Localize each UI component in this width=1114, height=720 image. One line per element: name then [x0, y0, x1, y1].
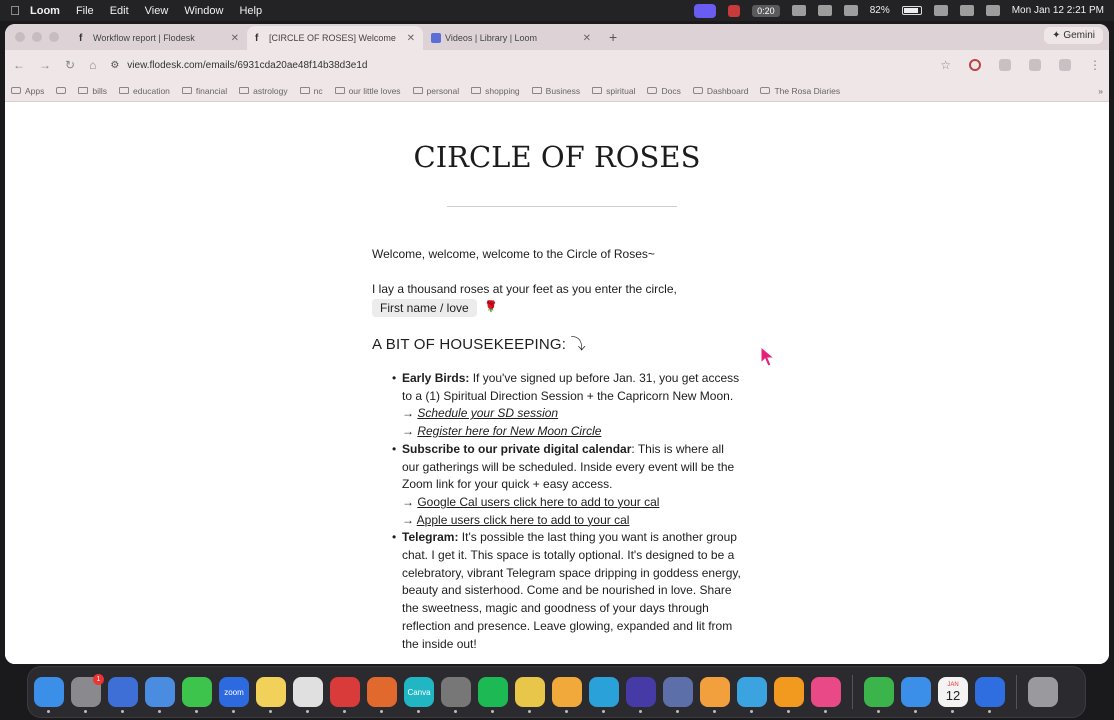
- bookmark-item[interactable]: [647, 86, 680, 96]
- dock-separator: [852, 675, 853, 709]
- google-cal-link[interactable]: Google Cal users click here to add to your cal: [417, 494, 660, 509]
- bookmark-item[interactable]: [56, 87, 66, 94]
- finder-icon[interactable]: [34, 677, 64, 707]
- wifi-icon[interactable]: [934, 5, 948, 16]
- bookmark-label: nc: [313, 85, 323, 96]
- bookmark-label: personal: [426, 85, 460, 96]
- bookmark-item[interactable]: [532, 86, 581, 96]
- recording-timer[interactable]: 0:20: [752, 5, 780, 17]
- folder-icon: [119, 87, 129, 94]
- folder-icon: [335, 87, 345, 94]
- zoom-label: zoom: [224, 687, 244, 697]
- mail-icon[interactable]: [145, 677, 175, 707]
- browser-toolbar: [5, 50, 1109, 80]
- grid-icon: [56, 87, 66, 94]
- housekeeping-list: [372, 370, 744, 653]
- search-icon[interactable]: [960, 5, 974, 16]
- battery-percent[interactable]: 82%: [869, 5, 890, 16]
- folder-icon: [532, 87, 542, 94]
- tab-title: Videos | Library | Loom: [445, 33, 538, 43]
- bookmark-item[interactable]: [693, 86, 749, 96]
- messages-icon[interactable]: [182, 677, 212, 707]
- bookmark-item[interactable]: [471, 86, 520, 96]
- home-icon[interactable]: ⌂: [89, 58, 97, 72]
- name-merge-tag: First name / love: [372, 299, 477, 317]
- clickup-icon[interactable]: [811, 677, 841, 707]
- bookmarks-bar: [5, 80, 1109, 102]
- tab-workflow-report[interactable]: [71, 26, 247, 50]
- spotify-icon[interactable]: [478, 677, 508, 707]
- tab-title: Workflow report | Flodesk: [93, 33, 195, 43]
- item-title: Early Birds:: [402, 371, 470, 385]
- site-info-icon[interactable]: ⚙: [110, 59, 120, 71]
- close-tab-icon[interactable]: ✕: [406, 32, 415, 44]
- trash-icon[interactable]: [1028, 677, 1058, 707]
- running-indicator: [417, 710, 420, 713]
- calculator-icon[interactable]: [441, 677, 471, 707]
- profile-avatar[interactable]: [1059, 59, 1071, 71]
- tab-strip: [5, 24, 1109, 50]
- photos-icon[interactable]: [552, 677, 582, 707]
- system-settings-icon[interactable]: [71, 677, 101, 707]
- docs-icon: [647, 87, 657, 94]
- folder-icon: [300, 87, 310, 94]
- bookmark-label: education: [133, 85, 170, 96]
- battery-icon[interactable]: [902, 6, 922, 15]
- intro-text: I lay a thousand roses at your feet as you enter the circle,: [372, 282, 677, 296]
- header-divider: [447, 206, 677, 207]
- arrow-icon: →: [402, 512, 414, 527]
- running-indicator: [565, 710, 568, 713]
- running-indicator: [121, 710, 124, 713]
- running-indicator: [988, 710, 991, 713]
- apps-grid-icon: [11, 87, 21, 94]
- dock-separator: [1016, 675, 1017, 709]
- apple-cal-link[interactable]: Apple users click here to add to your cal: [416, 512, 630, 527]
- section-heading: A BIT OF HOUSEKEEPING: ⤵: [372, 336, 586, 353]
- canva-icon[interactable]: [404, 677, 434, 707]
- folder-icon: [239, 87, 249, 94]
- bookmark-label: spiritual: [606, 85, 636, 96]
- recorder-icon[interactable]: [330, 677, 360, 707]
- url-text[interactable]: view.flodesk.com/emails/6931cda20ae48f14b38d3e1d: [127, 59, 368, 71]
- flodesk-favicon-icon: f: [255, 32, 259, 44]
- running-indicator: [602, 710, 605, 713]
- email-page: [5, 102, 1109, 664]
- bookmark-label: astrology: [253, 85, 288, 96]
- bookmark-item[interactable]: [119, 86, 170, 96]
- reload-icon[interactable]: ↻: [65, 58, 76, 72]
- close-tab-icon[interactable]: ✕: [230, 32, 239, 44]
- close-tab-icon[interactable]: ✕: [582, 32, 591, 44]
- menu-view[interactable]: View: [144, 4, 169, 17]
- bookmark-label: shopping: [485, 85, 520, 96]
- audible-icon[interactable]: [774, 677, 804, 707]
- bookmark-item[interactable]: [760, 86, 840, 96]
- bookmark-label: financial: [195, 85, 228, 96]
- bookmark-label: Apps: [25, 85, 45, 96]
- running-indicator: [824, 710, 827, 713]
- tab-title: [CIRCLE OF ROSES] Welcome: [269, 33, 396, 43]
- loom-status-icon[interactable]: [694, 4, 716, 18]
- running-indicator: [380, 710, 383, 713]
- arrow-icon: →: [402, 494, 414, 509]
- notification-badge: 1: [93, 674, 104, 685]
- item-title: Telegram:: [402, 530, 459, 545]
- bookmark-label: Docs: [661, 85, 681, 96]
- record-status-icon[interactable]: [728, 5, 740, 17]
- bullet: •: [392, 530, 397, 545]
- sparkle-icon: ✦: [1052, 30, 1061, 41]
- calendar-day: 12: [945, 687, 961, 703]
- bullet: •: [392, 371, 397, 385]
- more-bookmarks-icon[interactable]: »: [1098, 85, 1103, 96]
- arrow-icon: →: [402, 424, 414, 439]
- safari-icon[interactable]: [901, 677, 931, 707]
- screen-mirror-icon[interactable]: [818, 5, 832, 16]
- zoom-window-button[interactable]: [49, 32, 59, 42]
- settings-blue-icon[interactable]: [975, 677, 1005, 707]
- control-center-icon[interactable]: [986, 5, 1000, 16]
- folder-app-icon[interactable]: [700, 677, 730, 707]
- running-indicator: [454, 710, 457, 713]
- bookmark-star-icon[interactable]: ☆: [940, 58, 951, 72]
- folder-icon: [592, 87, 602, 94]
- bookmark-label: our little loves: [348, 85, 401, 96]
- tab-loom-library[interactable]: [423, 26, 599, 50]
- menu-bar: [0, 0, 1114, 21]
- mouse-cursor-icon: [760, 346, 776, 368]
- pinterest-extension-icon[interactable]: [969, 59, 981, 71]
- forward-icon[interactable]: →: [39, 58, 51, 72]
- menu-app-loom[interactable]: Loom: [30, 4, 60, 17]
- notes-icon[interactable]: [256, 677, 286, 707]
- welcome-text: Welcome, welcome, welcome to the Circle of Roses~: [372, 247, 655, 261]
- item-text: If you've signed up before Jan. 31, you get access to a (1) Spiritual Direction Session + the Capricorn New Moon.: [402, 371, 740, 403]
- zoom-icon[interactable]: [219, 677, 249, 707]
- running-indicator: [343, 710, 346, 713]
- running-indicator: [914, 710, 917, 713]
- running-indicator: [195, 710, 198, 713]
- running-indicator: [528, 710, 531, 713]
- calendar-date-icon[interactable]: [938, 677, 968, 707]
- running-indicator: [232, 710, 235, 713]
- apple-menu-icon[interactable]: [0, 3, 30, 18]
- running-indicator: [306, 710, 309, 713]
- running-indicator: [951, 710, 954, 713]
- tab-circle-of-roses[interactable]: [247, 26, 423, 50]
- running-indicator: [713, 710, 716, 713]
- gear-app-icon[interactable]: [515, 677, 545, 707]
- running-indicator: [84, 710, 87, 713]
- calendar-month: JAN: [947, 681, 959, 688]
- running-indicator: [639, 710, 642, 713]
- running-indicator: [676, 710, 679, 713]
- dashboard-icon: [693, 87, 703, 94]
- running-indicator: [877, 710, 880, 713]
- rose-icon: 🌹: [484, 301, 498, 313]
- bookmark-item[interactable]: [300, 86, 323, 96]
- extensions-icon[interactable]: [999, 59, 1011, 71]
- folder-icon: [78, 87, 88, 94]
- bookmark-label: Business: [545, 85, 581, 96]
- flodesk-favicon-icon: f: [79, 32, 83, 44]
- menu-clock[interactable]: Mon Jan 12 2:21 PM: [1011, 5, 1104, 16]
- loom-favicon-icon: [431, 33, 441, 43]
- arrow-icon: →: [402, 406, 414, 421]
- bookmark-label: bills: [92, 85, 108, 96]
- running-indicator: [491, 710, 494, 713]
- gemini-button[interactable]: [1044, 27, 1103, 44]
- item-text: It's possible the last thing you want is another group chat. I get it. This space is totally optional. It's designed to be a celebratory, vibrant Telegram space dripping in goddess energy, beauty and sisterhood. Come and be nourished in love. Share the sweetness, magic and goodness of your days through reflection and presence. Leave glowing, expanded and lit from the inside out!: [402, 530, 741, 651]
- more-menu-icon[interactable]: ⋮: [1089, 58, 1101, 72]
- audio-app-icon[interactable]: [367, 677, 397, 707]
- new-moon-register-link[interactable]: Register here for New Moon Circle: [417, 424, 602, 439]
- bookmark-item[interactable]: [335, 86, 401, 96]
- brand-title: CIRCLE OF ROSES: [413, 140, 701, 174]
- address-bar[interactable]: [110, 54, 926, 76]
- menu-window[interactable]: Window: [184, 4, 224, 17]
- folder-icon: [471, 87, 481, 94]
- item-title: Subscribe to our private digital calendar: [402, 441, 632, 456]
- page-icon: [760, 87, 770, 94]
- canva-label: Canva: [407, 687, 431, 697]
- night-sky-icon[interactable]: [626, 677, 656, 707]
- robot-app-icon[interactable]: [663, 677, 693, 707]
- schedule-sd-link[interactable]: Schedule your SD session: [417, 406, 559, 421]
- bookmark-label: The Rosa Diaries: [774, 85, 841, 96]
- bluetooth-icon[interactable]: [792, 5, 806, 16]
- back-icon[interactable]: ←: [13, 58, 25, 72]
- item-text: : This is where all our gatherings will be scheduled. Inside every event will be the Zoom link for your quick + easy access.: [402, 441, 735, 492]
- bookmark-item[interactable]: [239, 86, 288, 96]
- chrome-icon[interactable]: [293, 677, 323, 707]
- side-panel-icon[interactable]: [1029, 59, 1041, 71]
- new-tab-icon[interactable]: +: [609, 29, 618, 45]
- window-controls: [5, 32, 71, 50]
- list-item-calendar: [372, 441, 744, 530]
- browser-window: [5, 24, 1109, 664]
- running-indicator: [47, 710, 50, 713]
- list-item-telegram: [372, 529, 744, 653]
- bookmark-item[interactable]: [78, 86, 107, 96]
- close-window-button[interactable]: [15, 32, 25, 42]
- running-indicator: [787, 710, 790, 713]
- bookmark-label: Dashboard: [706, 85, 749, 96]
- bookmark-item[interactable]: [413, 86, 460, 96]
- loom-app-icon[interactable]: [589, 677, 619, 707]
- bullet: •: [392, 441, 397, 456]
- bookmark-item[interactable]: [182, 86, 227, 96]
- menu-help[interactable]: Help: [239, 4, 263, 17]
- folder-icon: [413, 87, 423, 94]
- gemini-label: Gemini: [1063, 30, 1095, 41]
- list-item-early-birds: [372, 370, 744, 441]
- dock: [27, 666, 1086, 718]
- minimize-window-button[interactable]: [32, 32, 42, 42]
- bookmark-item[interactable]: [592, 86, 635, 96]
- folder-icon: [182, 87, 192, 94]
- running-indicator: [750, 710, 753, 713]
- telegram-icon[interactable]: [737, 677, 767, 707]
- display-icon[interactable]: [844, 5, 858, 16]
- bookmark-item[interactable]: [11, 86, 44, 96]
- running-indicator: [158, 710, 161, 713]
- find-my-icon[interactable]: [864, 677, 894, 707]
- menu-edit[interactable]: Edit: [109, 4, 129, 17]
- calendar-app-icon[interactable]: [108, 677, 138, 707]
- running-indicator: [269, 710, 272, 713]
- menu-file[interactable]: File: [75, 4, 94, 17]
